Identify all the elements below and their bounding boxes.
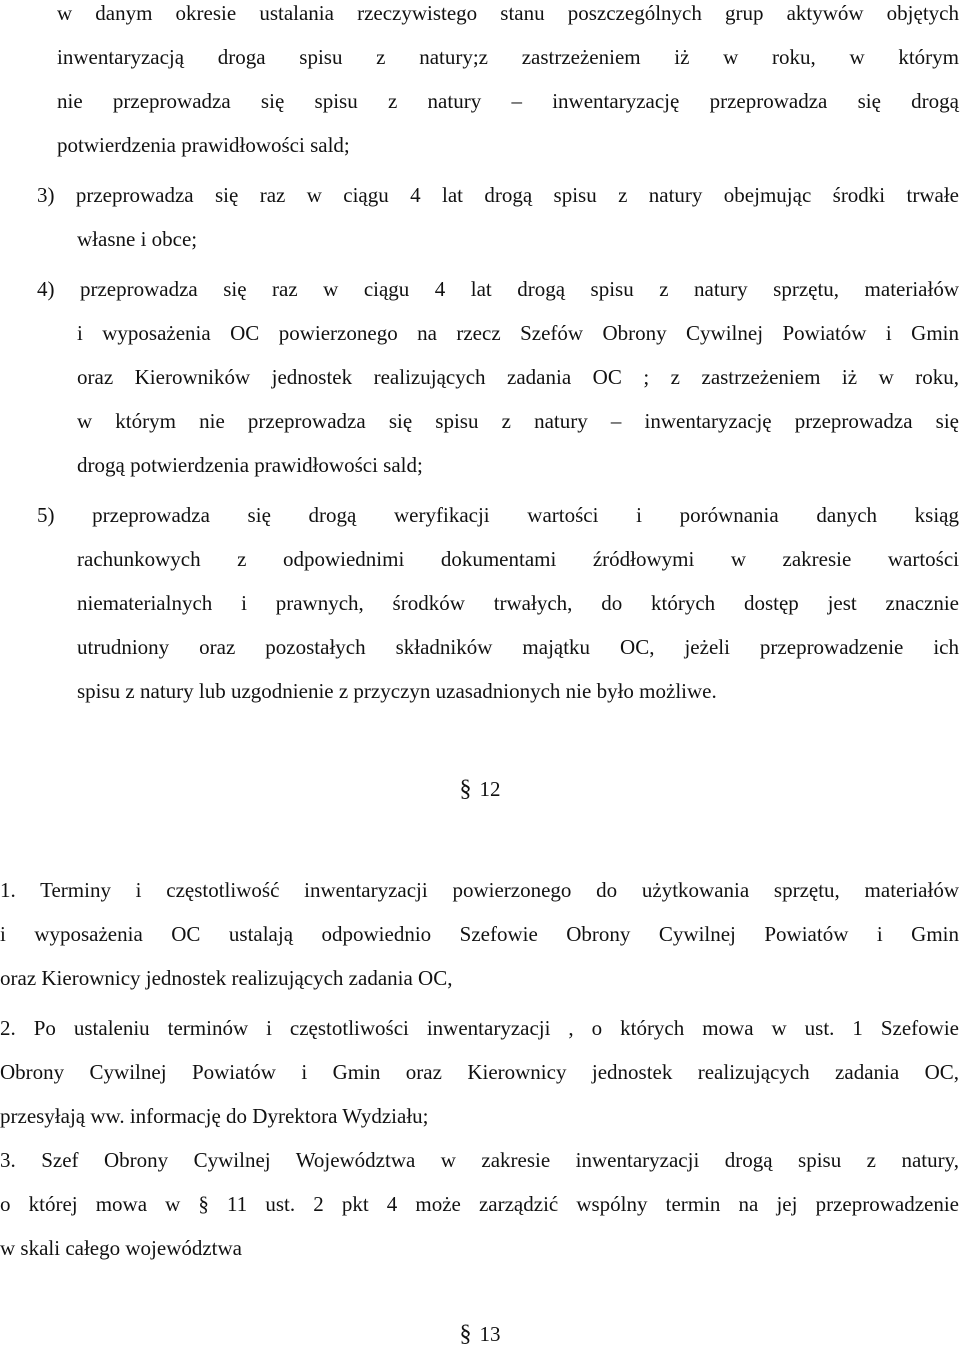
text-line: i wyposażenia OC powierzonego na rzecz Szefów Obrony Cywilnej Powiatów i Gmin: [77, 321, 959, 345]
text-line: utrudniony oraz pozostałych składników majątku OC, jeżeli przeprowadzenie ich: [77, 635, 959, 659]
text-line: inwentaryzacją droga spisu z natury;z zastrzeżeniem iż w roku, w którym: [57, 45, 959, 69]
text-line: w którym nie przeprowadza się spisu z natury – inwentaryzację przeprowadza się: [77, 409, 959, 433]
section-heading-12: [0, 776, 960, 802]
text-line: o której mowa w § 11 ust. 2 pkt 4 może zarządzić wspólny termin na jej przeprowadzenie: [0, 1192, 959, 1216]
text-line: Obrony Cywilnej Powiatów i Gmin oraz Kierownicy jednostek realizujących zadania OC,: [0, 1060, 959, 1084]
text-line: w skali całego województwa: [0, 1236, 243, 1260]
text-line: drogą potwierdzenia prawidłowości sald;: [77, 453, 423, 477]
text-line: przesyłają ww. informację do Dyrektora Wydziału;: [0, 1104, 429, 1128]
text-line: i wyposażenia OC ustalają odpowiednio Szefowie Obrony Cywilnej Powiatów i Gmin: [0, 922, 959, 946]
section-mark: §: [459, 1321, 472, 1347]
text-line: potwierdzenia prawidłowości sald;: [57, 133, 350, 157]
section-mark: §: [459, 776, 472, 802]
paragraph-1: 1. Terminy i częstotliwość inwentaryzacji powierzonego do użytkowania sprzętu, materiałów: [0, 878, 959, 902]
text-line: w danym okresie ustalania rzeczywistego stanu poszczególnych grup aktywów objętych: [57, 1, 959, 25]
section-number: 13: [479, 1322, 501, 1346]
paragraph-3: 3. Szef Obrony Cywilnej Województwa w zakresie inwentaryzacji drogą spisu z natury,: [0, 1148, 959, 1172]
section-heading-13: [0, 1321, 960, 1347]
text-line: nie przeprowadza się spisu z natury – inwentaryzację przeprowadza się drogą: [57, 89, 959, 113]
list-item-3: 3) przeprowadza się raz w ciągu 4 lat drogą spisu z natury obejmując środki trwałe: [37, 183, 959, 207]
paragraph-2: 2. Po ustaleniu terminów i częstotliwości inwentaryzacji , o których mowa w ust. 1 Szefowie: [0, 1016, 959, 1040]
text-line: oraz Kierowników jednostek realizujących zadania OC ; z zastrzeżeniem iż w roku,: [77, 365, 959, 389]
text-line: spisu z natury lub uzgodnienie z przyczyn uzasadnionych nie było możliwe.: [77, 679, 717, 703]
text-line: własne i obce;: [77, 227, 198, 251]
text-line: oraz Kierownicy jednostek realizujących zadania OC,: [0, 966, 453, 990]
section-number: 12: [479, 777, 501, 801]
text-line: rachunkowych z odpowiednimi dokumentami źródłowymi w zakresie wartości: [77, 547, 959, 571]
text-line: niematerialnych i prawnych, środków trwałych, do których dostęp jest znacznie: [77, 591, 959, 615]
list-item-4: 4) przeprowadza się raz w ciągu 4 lat drogą spisu z natury sprzętu, materiałów: [37, 277, 959, 301]
list-item-5: 5) przeprowadza się drogą weryfikacji wartości i porównania danych ksiąg: [37, 503, 959, 527]
